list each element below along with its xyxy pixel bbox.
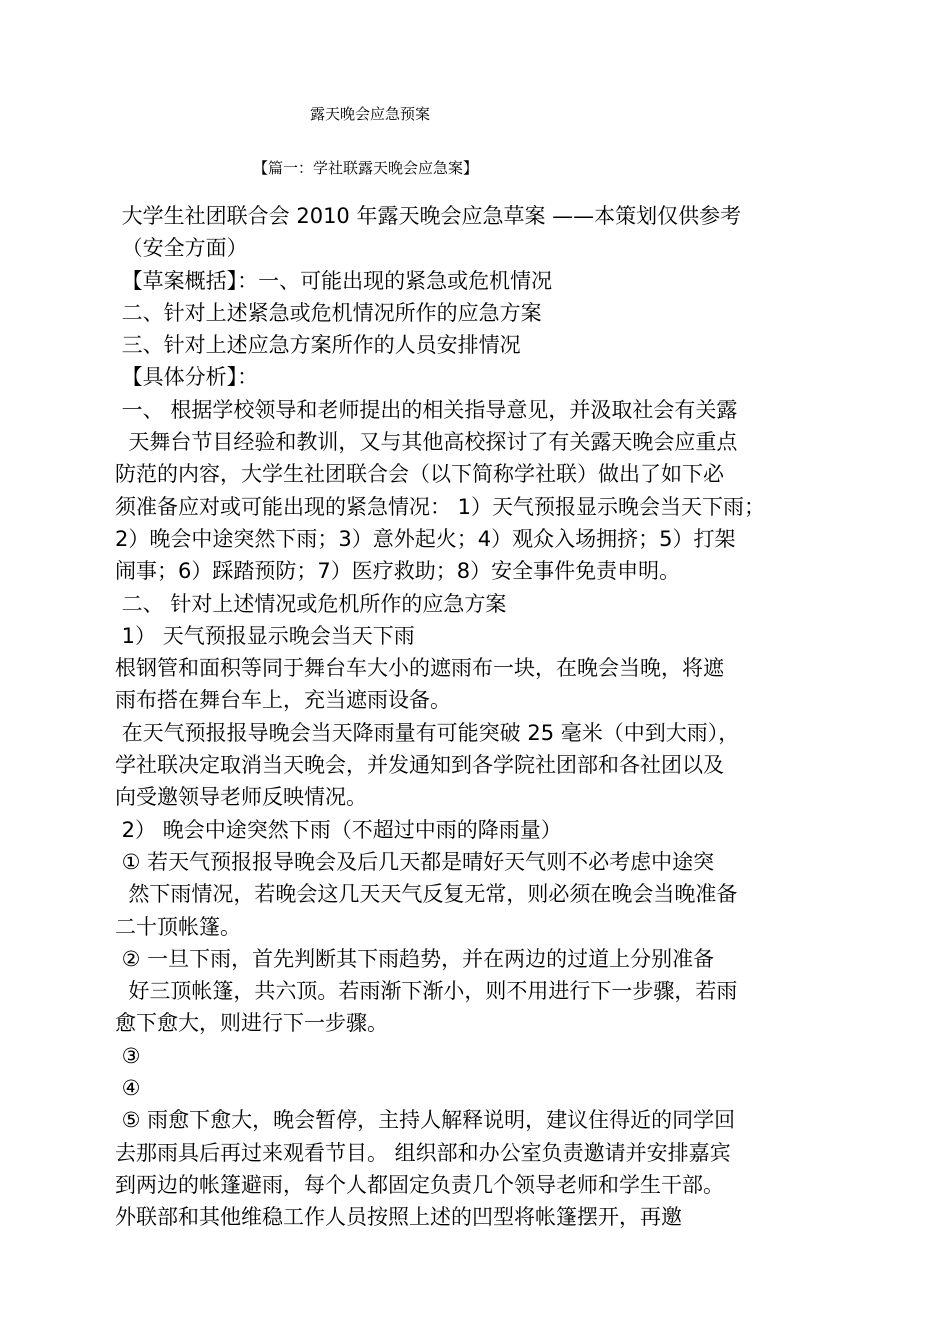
body-line: 二、 针对上述情况或危机所作的应急方案	[115, 591, 507, 616]
body-line: ② 一旦下雨，首先判断其下雨趋势，并在两边的过道上分别准备	[115, 946, 715, 971]
body-line: ① 若天气预报报导晚会及后几天都是晴好天气则不必考虑中途突	[115, 849, 715, 874]
body-line: 然下雨情况，若晚会这几天天气反复无常，则必须在晚会当晚准备	[115, 882, 738, 907]
body-line: 【草案概括】：一、可能出现的紧急或危机情况	[115, 268, 553, 293]
body-line: 外联部和其他维稳工作人员按照上述的凹型将帐篷摆开，再邀	[115, 1205, 682, 1230]
body-line: 闹事；6）踩踏预防；7）医疗救助；8）安全事件免责申明。	[115, 559, 681, 584]
body-line: 向受邀领导老师反映情况。	[115, 785, 367, 810]
body-line: 二十顶帐篷。	[115, 914, 241, 939]
body-line: 须准备应对或可能出现的紧急情况： 1）天气预报显示晚会当天下雨；	[115, 494, 766, 519]
body-line: 好三顶帐篷，共六顶。若雨渐下渐小，则不用进行下一步骤，若雨	[115, 979, 738, 1004]
body-line: 二、针对上述紧急或危机情况所作的应急方案	[115, 300, 542, 325]
body-line: 愈下愈大，则进行下一步骤。	[115, 1011, 388, 1036]
body-line: 1） 天气预报显示晚会当天下雨	[115, 623, 415, 648]
document-title: 露天晚会应急预案	[310, 105, 431, 123]
body-line: ④	[115, 1076, 141, 1101]
body-line: 三、针对上述应急方案所作的人员安排情况	[115, 333, 521, 358]
body-line: 一、 根据学校领导和老师提出的相关指导意见，并汲取社会有关露	[115, 397, 738, 422]
body-line: 2） 晚会中途突然下雨（不超过中雨的降雨量）	[115, 817, 562, 842]
body-line: 学社联决定取消当天晚会，并发通知到各学院社团部和各社团以及	[115, 753, 724, 778]
document-subtitle: 【篇一：学社联露天晚会应急案】	[253, 159, 479, 177]
body-line: 防范的内容，大学生社团联合会（以下简称学社联）做出了如下必	[115, 462, 724, 487]
body-line: 到两边的帐篷避雨，每个人都固定负责几个领导老师和学生干部。	[115, 1172, 724, 1197]
body-line: 在天气预报报导晚会当天降雨量有可能突破 25 毫米（中到大雨），	[115, 720, 740, 745]
body-line: 雨布搭在舞台车上，充当遮雨设备。	[115, 688, 451, 713]
body-line: 2）晚会中途突然下雨；3）意外起火；4）观众入场拥挤；5）打架	[115, 526, 736, 551]
body-line: 去那雨具后再过来观看节目。 组织部和办公室负责邀请并安排嘉宾	[115, 1140, 731, 1165]
body-line: 大学生社团联合会 2010 年露天晚会应急草案 ——本策划仅供参考	[115, 204, 742, 228]
body-line: 【具体分析】：	[115, 365, 259, 390]
body-line: （安全方面）	[115, 236, 248, 261]
body-line: ③	[115, 1043, 141, 1068]
body-line: 根钢管和面积等同于舞台车大小的遮雨布一块，在晚会当晚，将遮	[115, 656, 724, 681]
body-line: ⑤ 雨愈下愈大，晚会暂停，主持人解释说明，建议住得近的同学回	[115, 1108, 736, 1133]
body-line: 天舞台节目经验和教训，又与其他高校探讨了有关露天晚会应重点	[115, 430, 738, 455]
document-body	[115, 200, 895, 1234]
